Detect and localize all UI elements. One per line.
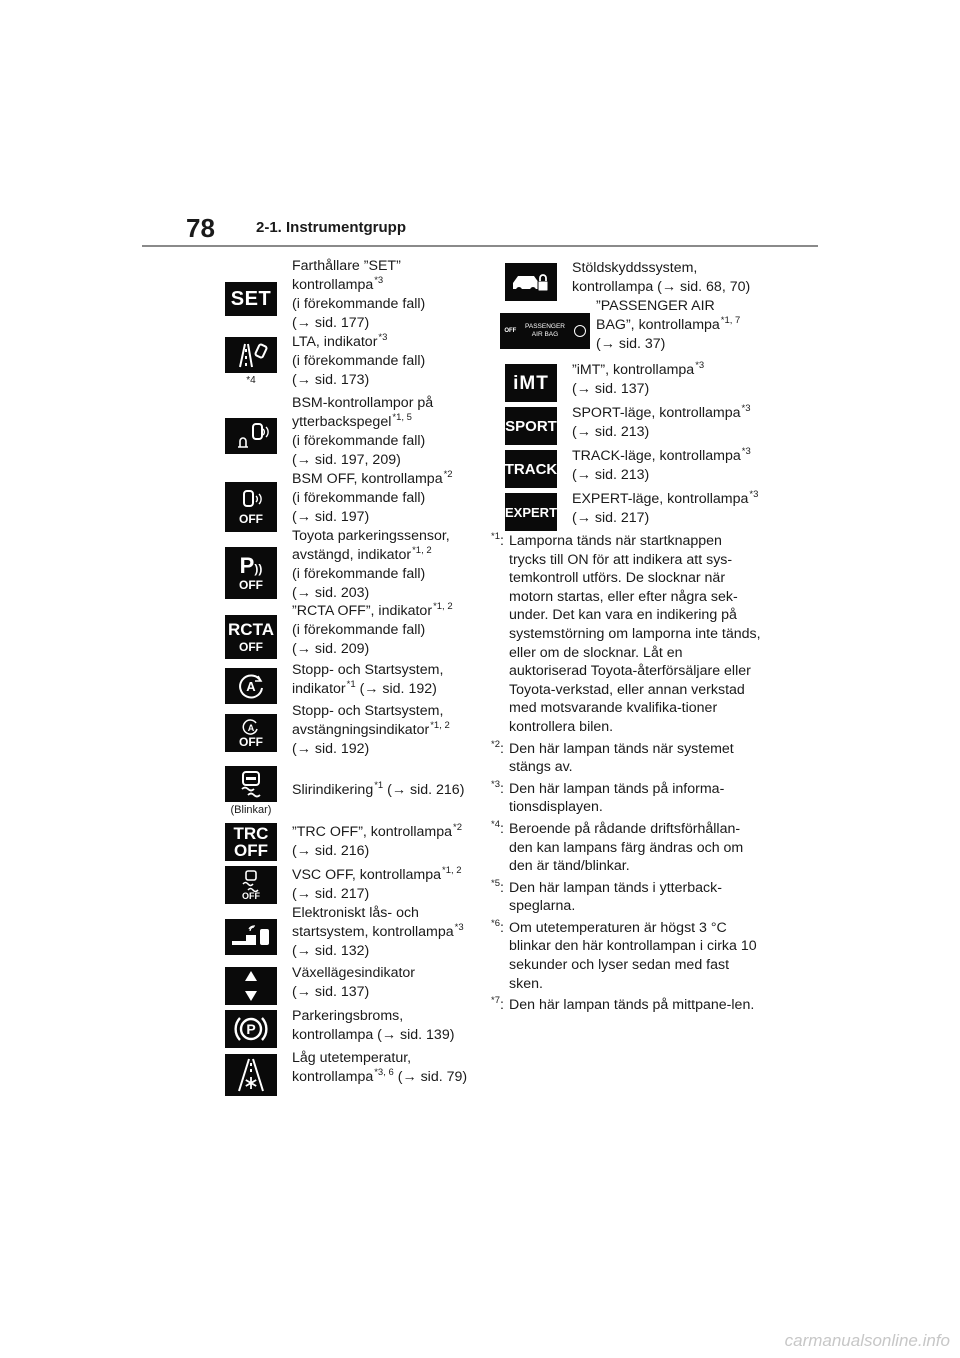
description-line: ”PASSENGER AIR (596, 298, 715, 314)
footnote-ref: *3 (749, 489, 759, 500)
footnote-mark: *2 (491, 738, 500, 750)
indicator-stop-start-off (220, 702, 450, 759)
footnote-ref: *1, 2 (433, 601, 453, 612)
lta-icon (225, 337, 277, 373)
airbag-off-label: OFF (504, 328, 517, 334)
description-line: (i förekommande fall) (292, 353, 426, 369)
vsc-off-icon (225, 866, 277, 904)
description-line: (i förekommande fall) (292, 490, 426, 506)
footnote-ref: *1, 2 (430, 720, 450, 731)
page-reference: (→ sid. 197) (292, 509, 370, 525)
imt-icon: iMT (505, 364, 557, 402)
description-line: Låg utetemperatur, (292, 1050, 412, 1066)
description-line: (i förekommande fall) (292, 622, 426, 638)
description-line: indikator (292, 681, 346, 697)
watermark: carmanualsonline.info (784, 1331, 950, 1350)
footnote-ref: *2 (443, 469, 453, 480)
parking-brake-icon (225, 1010, 277, 1048)
description-line: Slirindikering (292, 782, 374, 798)
airbag-circle-icon (574, 325, 586, 337)
description-line: Stopp- och Startsystem, (292, 703, 444, 719)
footnote: $^{*1}$: Lamporna tänds när startknappen trycks till ON för att indikera att sys-temkontroll utförs. De slocknar när motorn startas, eller efter några sek-under. Det kan vara en indikering på systemstörning om lamporna inte tänds, eller om de slocknar. Låt en auktoriserad Toyota-återförsäljare eller Toyota-verkstad, eller annan verkstad med motsvarande kvalifika-tioner kontrollera bilen. (491, 531, 761, 735)
footnote-text: Lamporna tänds när startknappen trycks till ON för att indikera att sys-temkontroll utförs. De slocknar när motorn startas, eller efter några sek-under. Det kan vara en indikering på systemstörning om lamporna inte tänds, eller om de slocknar. Låt en auktoriserad Toyota-återförsäljare eller Toyota-verkstad, eller annan verkstad med motsvarande kvalifika-tioner kontrollera bilen. (509, 533, 761, 735)
description-line: EXPERT-läge, kontrollampa (572, 491, 749, 507)
off-label: OFF (234, 841, 268, 860)
footnote-ref: *3 (741, 446, 751, 457)
indicator-bsm-off (220, 470, 453, 532)
indicator-bsm (220, 394, 433, 470)
footnote: $^{*2}$: Den här lampan tänds när systemet stängs av. (491, 738, 734, 776)
footnote-mark: *3 (491, 778, 500, 790)
description-line: Stöldskyddssystem, (572, 260, 698, 276)
passenger-airbag-icon (500, 313, 590, 349)
indicator-vsc-off (220, 866, 462, 904)
sport-icon: SPORT (505, 407, 557, 445)
footnote-ref: *1, 2 (412, 545, 432, 556)
description-line: Stopp- och Startsystem, (292, 662, 444, 678)
page-reference: (→ sid. 192) (355, 681, 437, 697)
icon-note: (Blinkar) (230, 804, 272, 816)
off-label: OFF (239, 735, 263, 749)
indicator-passenger-airbag (500, 297, 740, 354)
page-reference: (→ sid. 137) (292, 984, 370, 1000)
off-label: OFF (242, 890, 260, 901)
description-line: kontrollampa (292, 277, 374, 293)
description-line: Toyota parkeringssensor, (292, 528, 450, 544)
description-line: avstängningsindikator (292, 722, 430, 738)
description-line: kontrollampa (292, 1069, 374, 1085)
indicator-shift-position (220, 964, 415, 1005)
page-reference: (→ sid. 203) (292, 585, 370, 601)
footnote-mark: *4 (491, 818, 500, 830)
description-line: ”RCTA OFF”, indikator (292, 603, 433, 619)
bsm-icon (225, 418, 277, 454)
set-icon: SET (225, 282, 277, 316)
page-reference: (→ sid. 216) (292, 843, 370, 859)
indicator-set (220, 257, 425, 333)
description-line: Växellägesindikator (292, 965, 416, 981)
footnote-text: Beroende på rådande driftsförhållan-den kan lampans färg ändras och om den är tänd/blinkar. (509, 820, 744, 875)
description-line: SPORT-läge, kontrollampa (572, 405, 741, 421)
footnote-mark: *6 (491, 917, 500, 929)
footnote-ref: *1 (346, 679, 356, 690)
description-line: kontrollampa (→ sid. 139) (292, 1027, 455, 1043)
footnote: $^{*4}$: Beroende på rådande driftsförhållan-den kan lampans färg ändras och om den är tänd/blinkar. (491, 818, 744, 875)
page-reference: (→ sid. 213) (572, 467, 650, 483)
indicator-stop-start (220, 661, 443, 704)
footnote: $^{*6}$: Om utetemperaturen är högst 3 °C blinkar den här kontrollampan i cirka 10 sekunder och lyser sedan med fast sken. (491, 917, 757, 992)
air-bag-label: AIR BAG (531, 331, 559, 338)
description-line: (i förekommande fall) (292, 566, 426, 582)
svg-text:A: A (246, 679, 256, 694)
indicator-security (500, 259, 750, 301)
indicator-parking-sensor (220, 527, 450, 603)
footnote-text: Den här lampan tänds på informa-tionsdisplayen. (509, 780, 725, 816)
description-line: Farthållare ”SET” (292, 258, 401, 274)
indicator-sport (500, 404, 750, 445)
footnote-ref: *1, 7 (720, 315, 741, 326)
indicator-expert (500, 490, 758, 531)
footnote-ref: *3 (378, 332, 388, 343)
page-reference: (→ sid. 132) (292, 943, 370, 959)
passenger-label: PASSENGER (525, 323, 565, 331)
off-label: OFF (239, 640, 263, 654)
footnote-ref: *3 (695, 360, 705, 371)
footnote-ref: *1, 5 (392, 412, 412, 423)
footnote-text: Den här lampan tänds på mittpane-len. (509, 997, 755, 1014)
page-number: 78 (186, 213, 215, 243)
smart-key-icon (225, 919, 277, 955)
description-line: VSC OFF, kontrollampa (292, 867, 442, 883)
stop-start-off-icon (225, 714, 277, 752)
description-line: ytterbackspegel (292, 414, 392, 430)
page-reference: (→ sid. 217) (292, 886, 370, 902)
footnotes (491, 532, 761, 1018)
footnote-mark: *1 (491, 531, 500, 542)
description-line: ”iMT”, kontrollampa (572, 362, 695, 378)
indicator-rcta-off (220, 602, 453, 659)
low-temperature-icon (225, 1054, 277, 1096)
footnote-ref: *3 (454, 922, 464, 933)
section-title: 2-1. Instrumentgrupp (256, 219, 407, 236)
footnote: $^{*7}$: Den här lampan tänds på mittpane-len. (491, 995, 755, 1014)
footnote-mark: *7 (491, 995, 500, 1007)
description-line: startsystem, kontrollampa (292, 924, 454, 940)
description-line: BSM OFF, kontrollampa (292, 471, 443, 487)
indicator-low-temperature (220, 1049, 467, 1096)
bsm-off-icon (225, 482, 277, 532)
footnote-text: Den här lampan tänds i ytterback-speglarna. (509, 879, 722, 915)
footnote-ref: *3, 6 (374, 1067, 394, 1078)
page-reference: (→ sid. 177) (292, 315, 370, 331)
page-reference: (→ sid. 216) (383, 782, 465, 798)
page-reference: (→ sid. 79) (393, 1069, 468, 1085)
description-line: Parkeringsbroms, (292, 1008, 404, 1024)
description-line: LTA, indikator (292, 334, 378, 350)
indicator-lta (220, 333, 425, 390)
page-reference: (→ sid. 197, 209) (292, 452, 401, 468)
description-line: TRACK-läge, kontrollampa (572, 448, 741, 464)
footnote-ref: *3 (374, 275, 384, 286)
footnote-ref: *1 (374, 780, 384, 791)
icon-note: *4 (246, 375, 256, 386)
svg-text:A: A (247, 723, 255, 733)
description-line: (i förekommande fall) (292, 433, 426, 449)
footnote: $^{*3}$: Den här lampan tänds på informa-tionsdisplayen. (491, 778, 725, 816)
footnote-ref: *2 (453, 822, 463, 833)
page-reference: (→ sid. 213) (572, 424, 650, 440)
off-label: OFF (239, 578, 263, 592)
description-line: Elektroniskt lås- och (292, 905, 419, 921)
description-line: BSM-kontrollampor på (292, 395, 434, 411)
parking-sensor-off-icon (225, 547, 277, 599)
security-icon (505, 263, 557, 301)
slip-indicator-icon (225, 766, 277, 802)
indicator-trc-off (220, 823, 462, 861)
track-icon: TRACK (505, 450, 557, 488)
description-line: BAG”, kontrollampa (596, 317, 720, 333)
footnote-ref: *1, 2 (442, 865, 462, 876)
footnote: $^{*5}$: Den här lampan tänds i ytterback-speglarna. (491, 877, 722, 915)
indicator-imt (500, 361, 704, 402)
page-reference: (→ sid. 137) (572, 381, 650, 397)
description-line: ”TRC OFF”, kontrollampa (292, 824, 453, 840)
description-line: kontrollampa (→ sid. 68, 70) (572, 279, 751, 295)
indicator-smart-key (220, 904, 464, 961)
footnote-text: Om utetemperaturen är högst 3 °C blinkar den här kontrollampan i cirka 10 sekunder och lyser sedan med fast sken. (509, 919, 757, 992)
p-letter: P)) (239, 553, 263, 578)
page-reference: (→ sid. 192) (292, 741, 370, 757)
footnote-ref: *3 (741, 403, 751, 414)
header-rule (142, 245, 818, 247)
trc-off-icon (225, 823, 277, 861)
page-reference: (→ sid. 209) (292, 641, 370, 657)
stop-start-icon (225, 668, 277, 704)
footnote-text: Den här lampan tänds när systemet stängs av. (509, 740, 734, 776)
trc-label: TRC (233, 824, 269, 843)
footnote-mark: *5 (491, 877, 500, 889)
description-line: (i förekommande fall) (292, 296, 426, 312)
expert-icon: EXPERT (505, 493, 557, 531)
page-reference: (→ sid. 37) (596, 336, 666, 352)
indicator-track (500, 447, 751, 488)
indicator-parking-brake (220, 1007, 454, 1048)
page-reference: (→ sid. 173) (292, 372, 370, 388)
shift-position-icon (225, 967, 277, 1005)
rcta-off-icon (225, 615, 277, 659)
description-line: avstängd, indikator (292, 547, 412, 563)
rcta-label: RCTA (228, 620, 274, 639)
svg-text:P: P (246, 1021, 256, 1037)
page-reference: (→ sid. 217) (572, 510, 650, 526)
off-label: OFF (239, 512, 263, 526)
indicator-slip (220, 766, 464, 816)
